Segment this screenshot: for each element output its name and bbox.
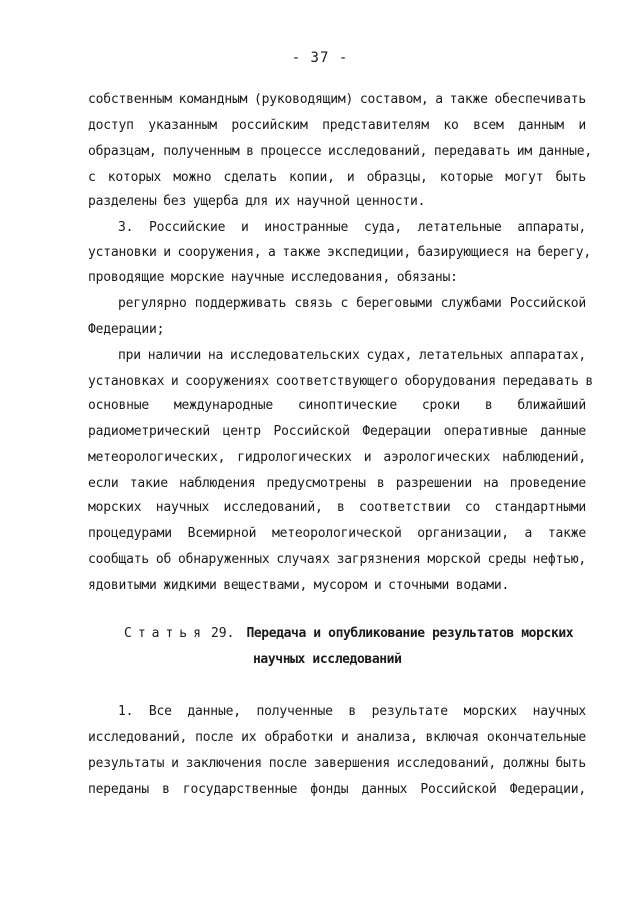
text-line: если такие наблюдения предусмотрены в разрешении на проведение (88, 476, 586, 491)
text-line: с которых можно сделать копии, и образцы, которые могут быть (88, 170, 586, 185)
article-number: 29. (210, 626, 235, 641)
text-line: доступ указанным российским представителям ко всем данным и (88, 118, 586, 133)
text-line: исследований, после их обработки и анализа, включая окончательные (88, 730, 586, 745)
text-line: 1. Все данные, полученные в результате морских научных (118, 704, 586, 719)
article-title-continued: научных исследований (253, 652, 402, 667)
text-line: основные международные синоптические сроки в ближайший (88, 398, 586, 413)
text-line: сообщать об обнаруженных случаях загрязнения морской среды нефтью, (88, 552, 586, 567)
text-line: установках и сооружениях соответствующего оборудования передавать в (88, 374, 593, 389)
page-number: - 37 - (291, 50, 349, 66)
text-line: проводящие морские научные исследования, обязаны: (88, 270, 458, 285)
article-title: Передача и опубликование результатов морских (246, 626, 574, 641)
text-line: образцам, полученным в процессе исследований, передавать им данные, (88, 144, 592, 159)
text-line: разделены без ущерба для их научной ценности. (88, 194, 426, 209)
text-line: Федерации; (88, 322, 165, 337)
article-label: Статья (124, 626, 207, 641)
text-line: метеорологических, гидрологических и аэрологических наблюдений, (88, 450, 586, 465)
text-line: радиометрический центр Российской Федерации оперативные данные (88, 424, 586, 439)
text-line: морских научных исследований, в соответствии со стандартными (88, 500, 586, 515)
text-line: процедурами Всемирной метеорологической организации, а также (88, 526, 586, 541)
text-line: 3. Российские и иностранные суда, летательные аппараты, (118, 220, 586, 235)
text-line: ядовитыми жидкими веществами, мусором и сточными водами. (88, 578, 510, 593)
article-heading (124, 626, 594, 642)
text-line: при наличии на исследовательских судах, летательных аппаратах, (118, 348, 586, 363)
text-line: собственным командным (руководящим) составом, а также обеспечивать (88, 92, 586, 107)
text-line: регулярно поддерживать связь с береговыми службами Российской (118, 296, 586, 311)
text-line: установки и сооружения, а также экспедиции, базирующиеся на берегу, (88, 245, 591, 260)
text-line: результаты и заключения после завершения исследований, должны быть (88, 756, 586, 771)
text-line: переданы в государственные фонды данных Российской Федерации, (88, 782, 586, 797)
